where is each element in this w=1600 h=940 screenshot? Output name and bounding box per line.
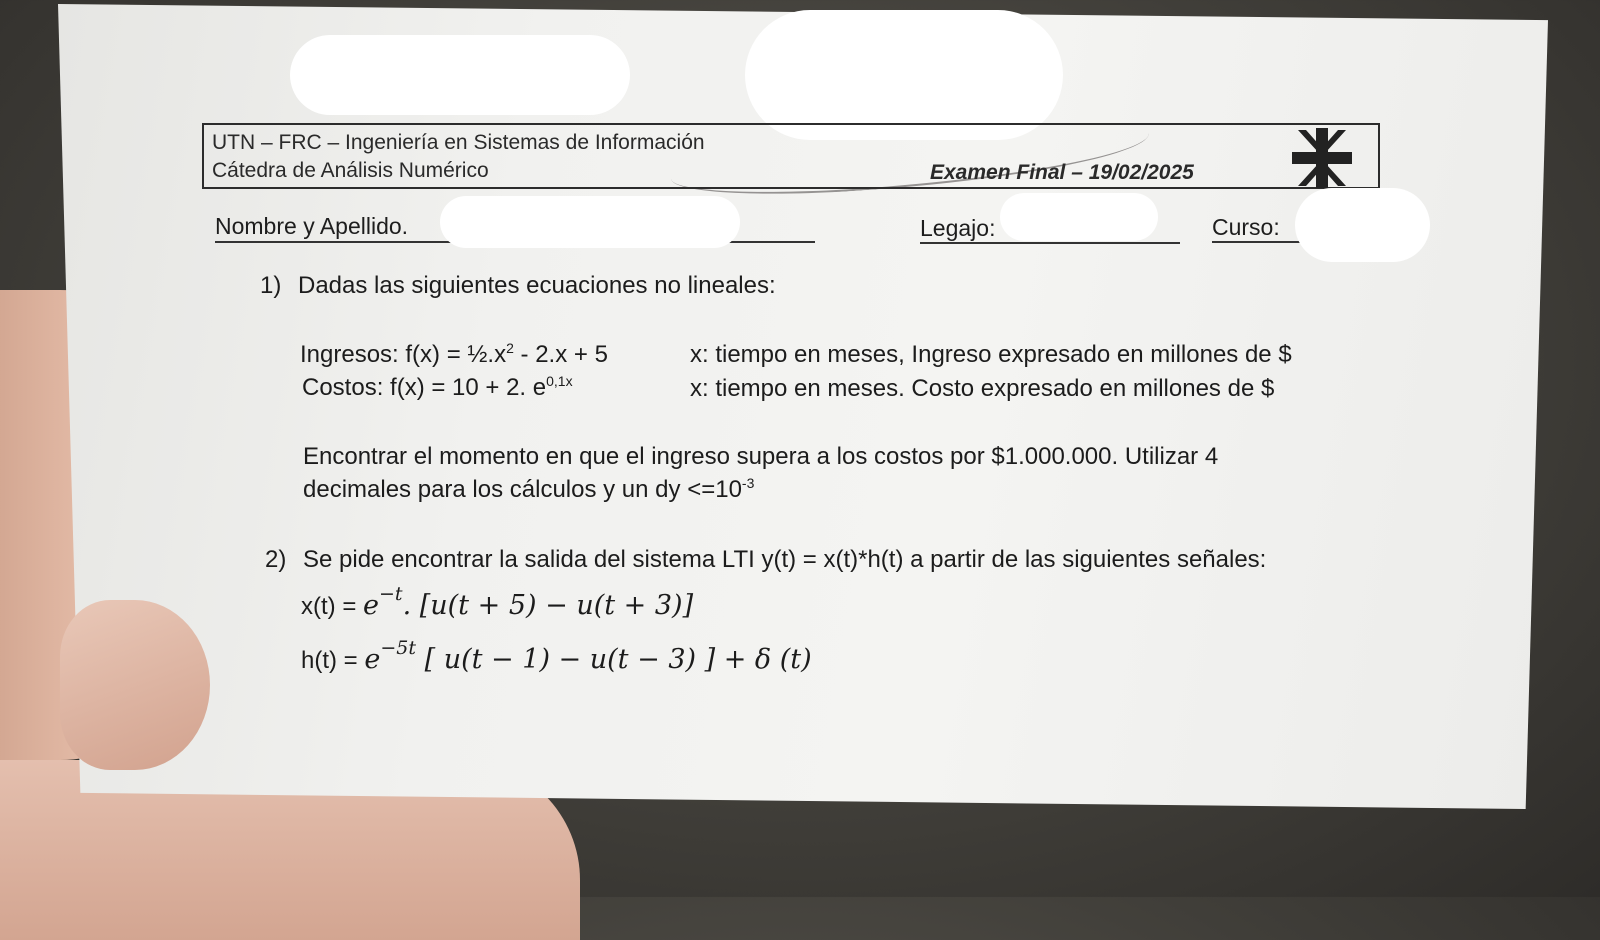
redaction-name xyxy=(440,196,740,248)
q1-ingresos-note: x: tiempo en meses, Ingreso expresado en millones de $ xyxy=(690,341,1292,368)
utn-logo-icon xyxy=(1292,128,1352,188)
q1-ingresos-equation: Ingresos: $f(x) = \frac{1}{2}.x^2 - 2.x + 5$ xyxy=(300,340,608,368)
q1-task-line-2: decimales para los cálculos y un dy $<=10^{-3}$ xyxy=(303,475,755,503)
legajo-underline xyxy=(920,242,1180,244)
q1-task-line-1: Encontrar el momento en que el ingreso supera a los costos por $1.000.000. Utilizar 4 xyxy=(303,443,1219,470)
name-label: Nombre y Apellido. xyxy=(215,213,409,239)
q2-h-equation: $h(t) = e^{-5t}$ [ u(t − 1) − u(t − 3) ] + δ (t) xyxy=(301,637,812,675)
redaction-top-left xyxy=(290,35,630,115)
q1-costos-equation: Costos: f(x) = 10 + 2. $e^{0,1x}$ xyxy=(302,373,573,401)
exam-title: Examen Final – 19/02/2025 xyxy=(930,161,1194,184)
header-line-1: UTN – FRC – Ingeniería en Sistemas de Información xyxy=(212,131,705,154)
q1-costos-note: x: tiempo en meses. Costo expresado en millones de $ xyxy=(690,375,1275,402)
header-line-2: Cátedra de Análisis Numérico xyxy=(212,159,489,182)
q1-number: 1) xyxy=(260,272,282,299)
redaction-legajo xyxy=(1000,193,1158,241)
q1-title: Dadas las siguientes ecuaciones no lineales: xyxy=(298,272,776,299)
legajo-label: Legajo: xyxy=(920,215,996,241)
thumb xyxy=(60,600,210,770)
q2-title: Se pide encontrar la salida del sistema LTI y(t) = x(t)*h(t) a partir de las siguientes señales: xyxy=(303,546,1267,573)
curso-underline xyxy=(1212,241,1307,243)
q2-number: 2) xyxy=(265,546,287,573)
redaction-curso xyxy=(1295,188,1430,262)
q2-x-equation: $x(t) = e^{-t}$. [u(t + 5) − u(t + 3)] xyxy=(301,583,694,621)
curso-label: Curso: xyxy=(1212,214,1280,240)
